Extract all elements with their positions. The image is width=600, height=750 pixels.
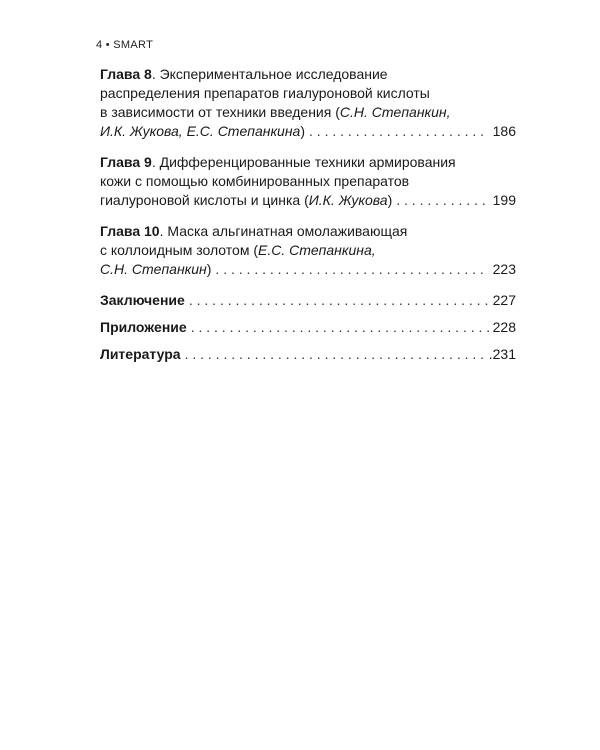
dot-leader [215, 260, 488, 279]
toc-line: кожи с помощью комбинированных препаратов [100, 173, 410, 189]
page-number-ref: 228 [492, 319, 516, 335]
toc-line [100, 153, 516, 172]
toc-line [100, 103, 516, 122]
authors: И.К. Жукова, Е.С. Степанкина [100, 123, 301, 139]
closing-paren: ) [206, 261, 212, 277]
chapter-label: Глава 10 [100, 223, 160, 239]
toc-line [100, 65, 516, 84]
dot-leader [309, 122, 489, 141]
toc-line-last [100, 122, 516, 141]
closing-paren: ) [300, 123, 306, 139]
toc-line-last [100, 260, 516, 279]
toc-entry-appendix[interactable] [100, 318, 516, 337]
toc-entry-chapter-8[interactable] [100, 65, 516, 141]
toc-line-last [100, 318, 516, 337]
dot-leader [396, 191, 488, 210]
authors: С.Н. Степанкин, [339, 104, 451, 120]
toc-line-last [100, 345, 516, 364]
running-title: SMART [113, 39, 154, 51]
toc-entry-chapter-9[interactable] [100, 153, 516, 210]
toc-line [100, 241, 516, 260]
chapter-title: . Дифференцированные техники армирования [151, 154, 456, 170]
page-number-ref: .231 [488, 346, 516, 362]
dot-leader [185, 345, 485, 364]
authors: И.К. Жукова [308, 192, 388, 208]
toc-line-last [100, 191, 516, 210]
chapter-title-part: с коллоидным золотом ( [100, 242, 258, 258]
toc-entry-literature[interactable] [100, 345, 516, 364]
toc-line: распределения препаратов гиалуроновой кислоты [100, 85, 430, 101]
table-of-contents [100, 65, 516, 364]
dot-leader [189, 291, 489, 310]
dot-leader [191, 318, 489, 337]
toc-line-text [100, 191, 392, 210]
closing-paren: ) [387, 192, 393, 208]
toc-line-last [100, 291, 516, 310]
page-number-ref: 186 [492, 123, 516, 139]
page-number: 4 [96, 39, 103, 51]
page-number-ref: 223 [492, 261, 516, 277]
page-number-ref: 227 [492, 292, 516, 308]
chapter-title: . Экспериментальное исследование [151, 66, 388, 82]
section-label: Литература [100, 346, 181, 362]
toc-entry-conclusion[interactable] [100, 291, 516, 310]
chapter-label: Глава 9 [100, 154, 152, 170]
toc-line-text [100, 260, 211, 279]
authors: С.Н. Степанкин [100, 261, 207, 277]
toc-line [100, 222, 516, 241]
chapter-title: . Маска альгинатная омолаживающая [159, 223, 408, 239]
chapter-label: Глава 8 [100, 66, 152, 82]
page-number-ref: 199 [492, 192, 516, 208]
section-label: Заключение [100, 292, 185, 308]
header-separator: • [105, 39, 110, 51]
section-label: Приложение [100, 319, 187, 335]
toc-entry-chapter-10[interactable] [100, 222, 516, 279]
toc-line-text [100, 122, 305, 141]
chapter-title-part: гиалуроновой кислоты и цинка ( [100, 192, 309, 208]
running-head [96, 39, 153, 51]
authors: Е.С. Степанкина, [258, 242, 376, 258]
chapter-title-part: в зависимости от техники введения ( [100, 104, 340, 120]
